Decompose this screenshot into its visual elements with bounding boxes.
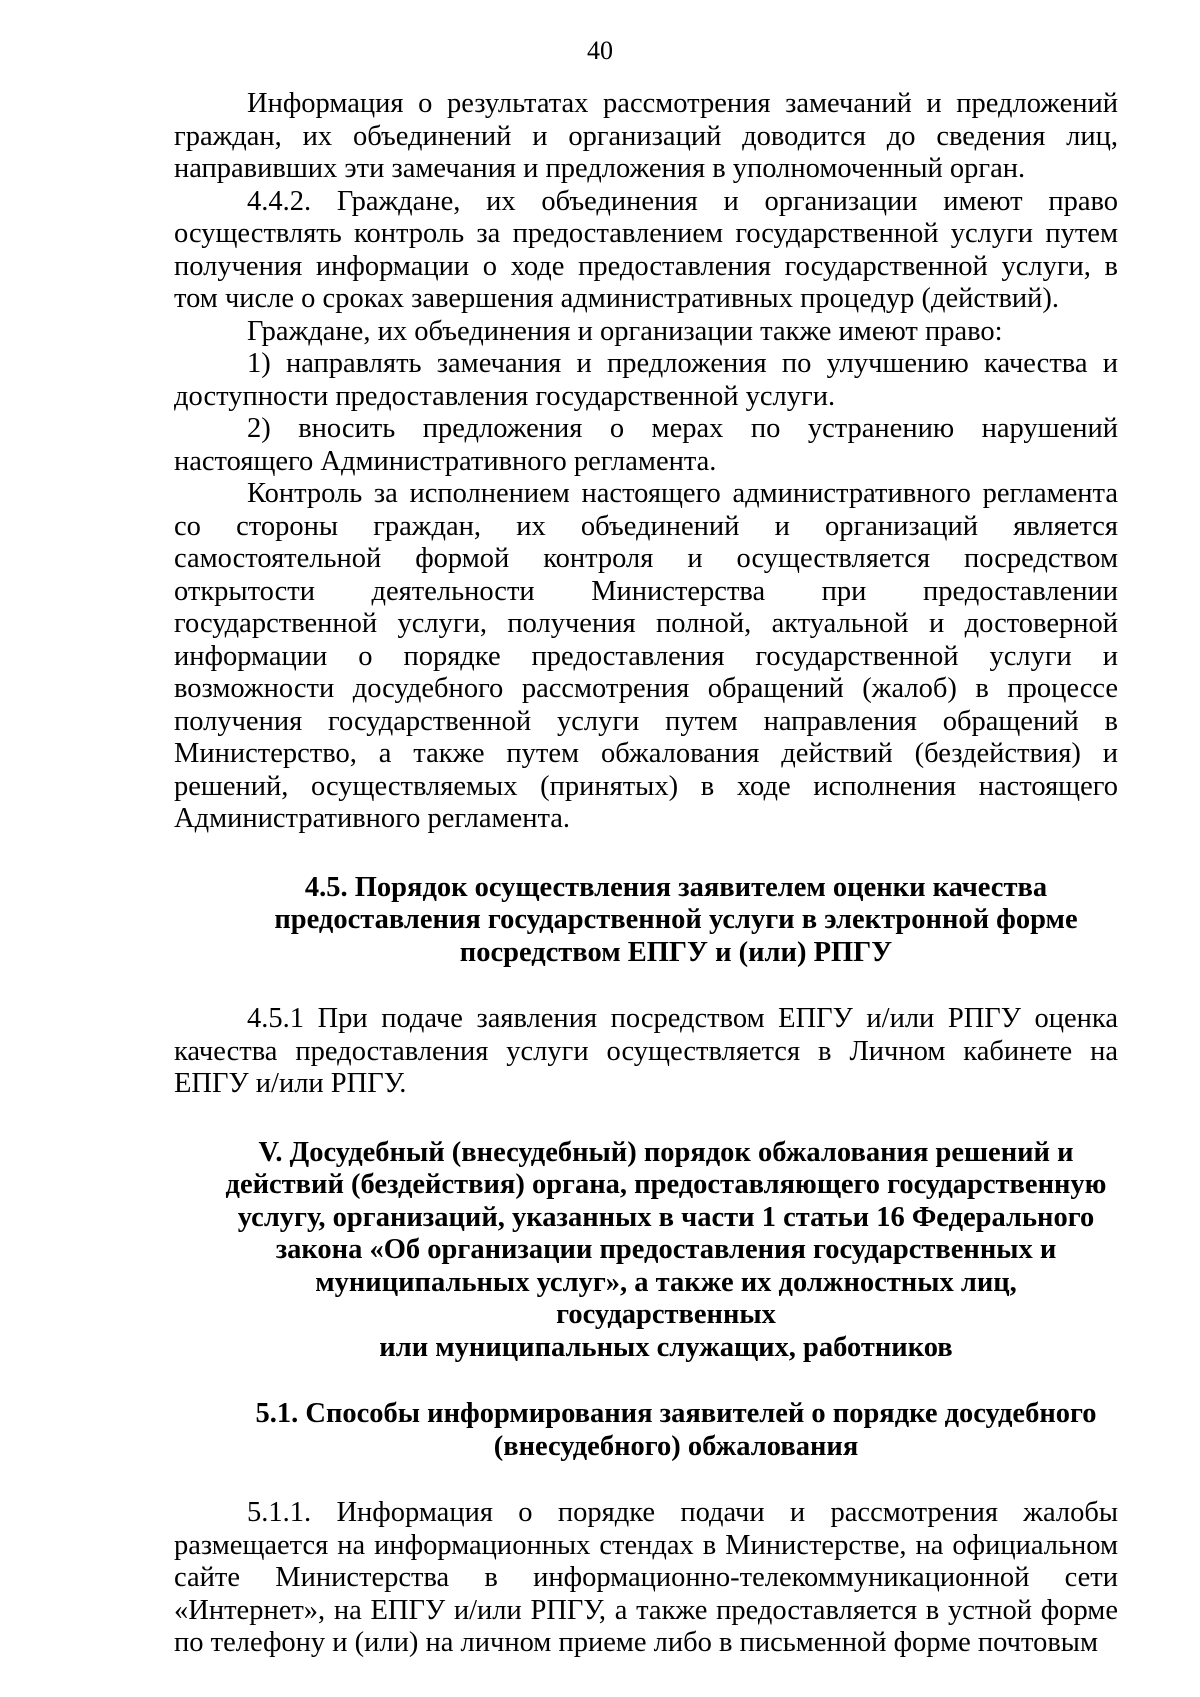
heading-line: V. Досудебный (внесудебный) порядок обжалования решений и (258, 1136, 1074, 1168)
paragraph-5-1-1: 5.1.1. Информация о порядке подачи и рассмотрения жалобы размещается на информационных стендах в Министерстве, на официальном сайте Министерства в информационно-телекоммуникационной сети «Интернет», на ЕПГУ и/или РПГУ, а также предоставляется в устной форме по телефону и (или) на личном приеме либо в письменной форме почтовым (174, 1497, 1118, 1658)
heading-line: закона «Об организации предоставления государственных и (275, 1234, 1057, 1265)
paragraph-control: Контроль за исполнением настоящего административного регламента со стороны граждан, их объединений и организаций является самостоятельной формой контроля и осуществляется посредством открытости деятельности Министерства при предоставлении государственной услуги, получения полной, актуальной и достоверной информации о порядке предоставления государственной услуги и возможности досудебного рассмотрения обращений (жалоб) в процессе получения государственной услуги путем направления обращений в Министерство, а также путем обжалования действий (бездействия) и решений, осуществляемых (принятых) в ходе исполнения настоящего Административного регламента. (174, 478, 1118, 834)
heading-line: действий (бездействия) органа, предоставляющего государственную (225, 1169, 1107, 1200)
document-body (174, 88, 1118, 1660)
paragraph-results-info: Информация о результатах рассмотрения замечаний и предложений граждан, их объединений и организаций доводится до сведения лиц, направивших эти замечания и предложения в уполномоченный орган. (174, 88, 1118, 184)
section-heading-4-5 (174, 872, 1118, 970)
heading-line: (внесудебного) обжалования (493, 1430, 859, 1462)
paragraph-right-1: 1) направлять замечания и предложения по улучшению качества и доступности предоставления государственной услуги. (174, 348, 1118, 412)
paragraph-rights-intro: Граждане, их объединения и организации также имеют право: (247, 315, 1003, 347)
heading-line: 5.1. Способы информирования заявителей о порядке досудебного (255, 1398, 1097, 1429)
heading-line: муниципальных услуг», а также их должностных лиц, государственных (315, 1266, 1017, 1330)
section-heading-5-1 (174, 1398, 1118, 1463)
paragraph-4-4-2: 4.4.2. Граждане, их объединения и организации имеют право осуществлять контроль за предоставлением государственной услуги путем получения информации о ходе предоставления государственной услуги, в том числе о сроках завершения административных процедур (действий). (174, 185, 1118, 314)
paragraph-4-5-1: 4.5.1 При подаче заявления посредством ЕПГУ и/или РПГУ оценка качества предоставления услуги осуществляется в Личном кабинете на ЕПГУ и/или РПГУ. (174, 1003, 1118, 1099)
heading-line: услугу, организаций, указанных в части 1 статьи 16 Федерального (237, 1201, 1095, 1233)
heading-line: или муниципальных служащих, работников (379, 1331, 953, 1363)
heading-line: посредством ЕПГУ и (или) РПГУ (459, 936, 893, 968)
paragraph-right-2: 2) вносить предложения о мерах по устранению нарушений настоящего Административного регламента. (174, 413, 1118, 477)
heading-line: предоставления государственной услуги в электронной форме (274, 904, 1078, 935)
page-number: 40 (587, 36, 613, 65)
heading-line: 4.5. Порядок осуществления заявителем оценки качества (304, 871, 1048, 903)
chapter-heading-v (174, 1137, 1118, 1365)
